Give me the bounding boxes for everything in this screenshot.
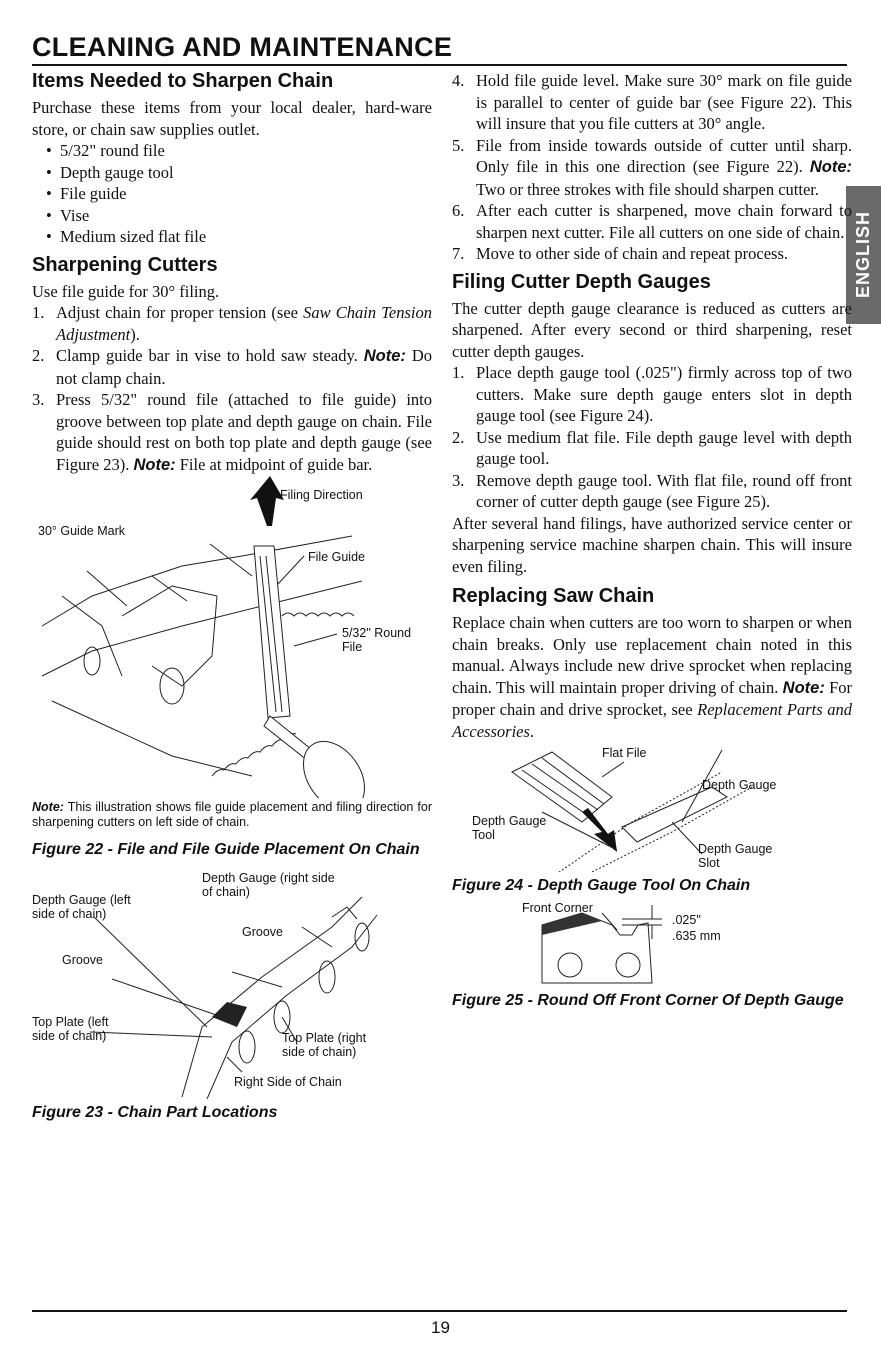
step-text-after: Do not clamp chain. — [56, 346, 433, 388]
language-tab-label: ENGLISH — [853, 211, 873, 299]
items-intro: Purchase these items from your local dealer, hard-ware store, or chain saw supplies outlet. — [32, 98, 432, 139]
step-number: 2. — [32, 346, 45, 365]
list-item: • 5/32" round file — [60, 140, 432, 162]
step-reference: Saw Chain Tension Adjustment — [56, 303, 432, 344]
step-text: Remove depth gauge tool. With flat file, round off front corner of cutter depth gauge (see Figure 25). — [476, 470, 852, 511]
figure-22 — [32, 476, 432, 798]
left-column — [32, 70, 432, 1122]
step-number: 4. — [452, 71, 465, 90]
label-right-side: Right Side of Chain — [234, 1075, 342, 1089]
figure-22-caption: Figure 22 - File and File Guide Placement On Chain — [32, 841, 420, 858]
label-inch-measure: .025" — [672, 913, 701, 927]
list-item: • File guide — [60, 183, 432, 205]
step-text: Adjust chain for proper tension (see — [56, 303, 304, 322]
sharpen-steps-continued — [452, 70, 852, 265]
depth-after: After several hand filings, have authorized service center or sharpening service machine sharpen chain. This will insure even filing. — [452, 513, 852, 576]
step-text: File from inside towards outside of cutter until sharp. Only file in this one direction (see Figure 22). — [476, 135, 852, 176]
step-text-after: ). — [130, 324, 140, 344]
depth-steps — [452, 362, 852, 513]
step-number: 3. — [32, 390, 45, 409]
step-item — [32, 302, 432, 345]
figure-24 — [452, 742, 852, 872]
step-text: Move to other side of chain and repeat process. — [476, 244, 789, 263]
page-number: 19 — [431, 1318, 450, 1337]
step-number: 2. — [452, 427, 465, 447]
step-text: Use medium flat file. File depth gauge level with depth gauge tool. — [476, 427, 852, 468]
label-flat-file: Flat File — [602, 746, 647, 760]
figure-22-note — [32, 800, 432, 830]
step-text-after: Two or three strokes with file should sharpen cutter. — [476, 179, 819, 199]
label-filing-direction: Filing Direction — [280, 488, 363, 502]
step-number: 7. — [452, 244, 465, 263]
step-item — [32, 389, 432, 476]
figure-24-illustration — [452, 742, 852, 872]
step-item — [452, 135, 852, 201]
step-item — [452, 362, 852, 427]
note-label: Note: — [809, 158, 852, 176]
figure-23 — [32, 867, 432, 1099]
label-groove-right: Groove — [242, 925, 283, 939]
label-mm-measure: .635 mm — [672, 929, 721, 943]
items-heading: Items Needed to Sharpen Chain — [32, 70, 334, 92]
depth-intro: The cutter depth gauge clearance is reduced as cutters are sharpened. After every second or third sharpening, reset cutter depth gauges. — [452, 298, 852, 361]
figure-25-illustration — [452, 895, 852, 985]
sharpen-intro: Use file guide for 30° filing. — [32, 281, 220, 301]
step-number: 3. — [452, 470, 465, 490]
label-top-plate-left: Top Plate (left side of chain) — [32, 1015, 109, 1043]
page-title: CLEANING AND MAINTENANCE — [32, 32, 453, 62]
note-label: Note: — [782, 678, 825, 697]
step-text: Clamp guide bar in vise to hold saw steady. — [56, 346, 364, 365]
replace-paragraph — [452, 612, 852, 742]
note-label: Note: — [363, 347, 406, 365]
label-guide-mark: 30° Guide Mark — [38, 524, 125, 538]
replace-heading: Replacing Saw Chain — [452, 585, 655, 607]
bottom-rule — [32, 1310, 847, 1312]
label-round-file: 5/32" Round File — [342, 626, 412, 654]
replace-end: . — [529, 721, 535, 741]
step-item — [452, 427, 852, 470]
label-depth-gauge-left: Depth Gauge (left side of chain) — [32, 893, 131, 921]
step-item — [32, 345, 432, 389]
replace-after: For proper chain and drive sprocket, see — [452, 677, 853, 719]
depth-heading: Filing Cutter Depth Gauges — [452, 270, 711, 293]
sharpen-heading: Sharpening Cutters — [32, 253, 218, 276]
label-depth-gauge-right: Depth Gauge (right side of chain) — [202, 871, 335, 899]
label-file-guide: File Guide — [308, 550, 365, 564]
right-column — [452, 70, 852, 1010]
sharpen-steps — [32, 302, 432, 476]
step-item — [452, 243, 852, 265]
label-top-plate-right: Top Plate (right side of chain) — [282, 1031, 367, 1059]
step-text: After each cutter is sharpened, move chain forward to sharpen next cutter. File all cutters on one side of chain. — [476, 201, 852, 242]
figure-22-note-text: This illustration shows file guide placement and filing direction for sharpening cutters on left side of chain. — [32, 800, 432, 829]
label-groove-left: Groove — [62, 953, 103, 967]
label-depth-gauge-tool: Depth Gauge Tool — [472, 814, 547, 842]
step-item — [452, 70, 852, 135]
list-item: • Vise — [60, 205, 432, 227]
step-number: 1. — [452, 363, 465, 382]
step-number: 5. — [452, 135, 465, 155]
replace-text: Replace chain when cutters are too worn to sharpen or when chain breaks. Only use replacement chain noted in this manual. Always include new drive sprocket when replacing chain. This will maintain proper driving of chain. — [452, 613, 852, 697]
top-rule — [32, 64, 847, 66]
list-item: • Medium sized flat file — [60, 226, 432, 248]
figure-25 — [452, 895, 852, 985]
replace-reference: Replacement Parts and Accessories — [452, 700, 852, 741]
step-item — [452, 470, 852, 513]
figure-23-caption: Figure 23 - Chain Part Locations — [32, 1104, 278, 1121]
items-list — [32, 140, 432, 248]
list-item: • Depth gauge tool — [60, 162, 432, 184]
label-depth-gauge-slot: Depth Gauge Slot — [698, 842, 773, 870]
step-number: 1. — [32, 303, 45, 322]
figure-25-caption: Figure 25 - Round Off Front Corner Of Depth Gauge — [452, 992, 844, 1009]
step-text: Place depth gauge tool (.025") firmly across top of two cutters. Make sure depth gauge enters slot in depth gauge tool (see Figure 24). — [476, 363, 852, 425]
label-depth-gauge: Depth Gauge — [702, 778, 777, 792]
note-label: Note: — [32, 800, 64, 814]
note-label: Note: — [133, 455, 176, 474]
step-text-after: File at midpoint of guide bar. — [175, 454, 373, 474]
step-text: Press 5/32" round file (attached to file guide) into groove between top plate and depth gauge on chain. File guide should rest on both top plate and depth gauge (see Figure 23). — [56, 390, 432, 474]
step-number: 6. — [452, 201, 465, 220]
figure-24-caption: Figure 24 - Depth Gauge Tool On Chain — [452, 877, 751, 894]
label-front-corner: Front Corner — [522, 901, 593, 915]
step-text: Hold file guide level. Make sure 30° mark on file guide is parallel to center of guide bar (see Figure 22). This will insure that you file cutters at 30° angle. — [476, 71, 852, 133]
step-item — [452, 200, 852, 243]
